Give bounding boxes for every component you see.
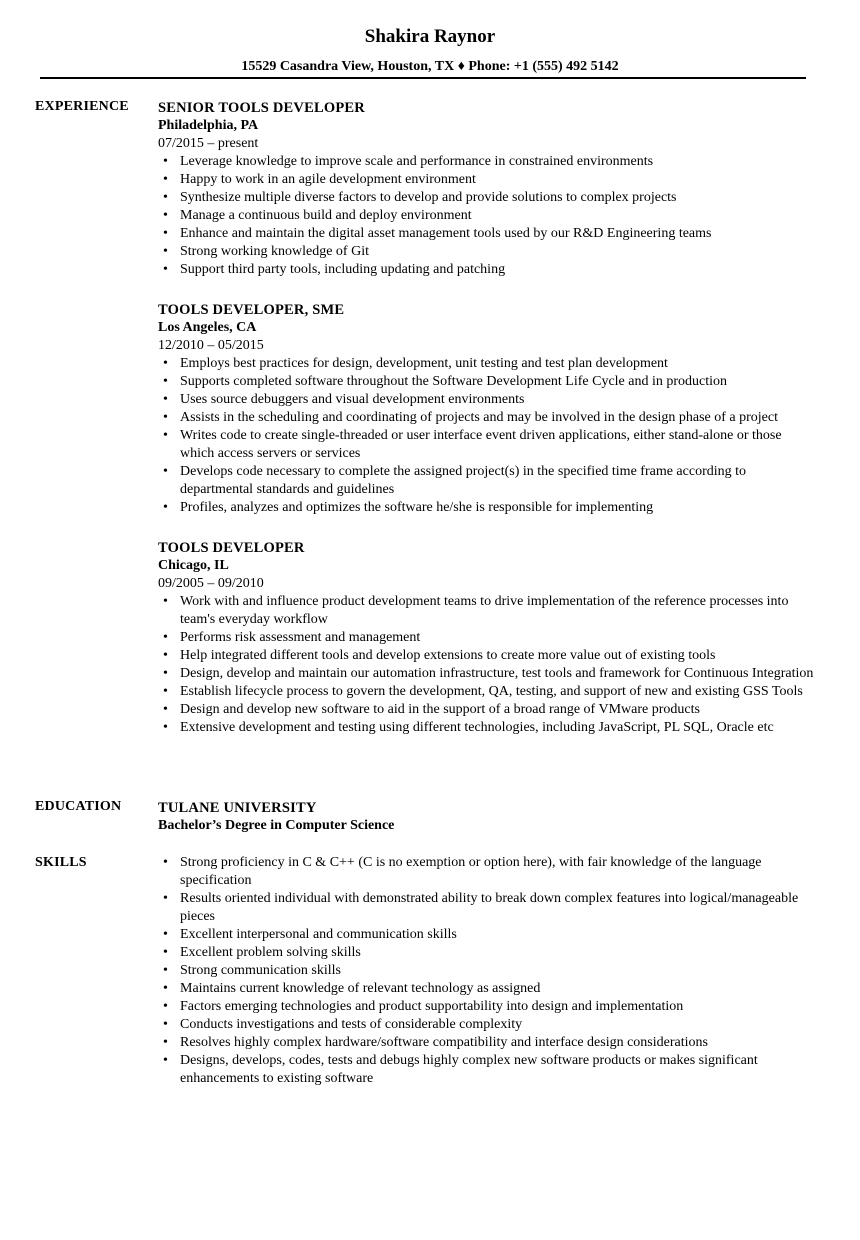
job-bullets [158,593,818,737]
list-item: • Designs, develops, codes, tests and debugs highly complex new software products or makes significant enhancements to existing software [180,1052,818,1088]
list-item: • Conducts investigations and tests of considerable complexity [180,1016,818,1034]
education-heading: EDUCATION [35,799,122,814]
list-item: • Support third party tools, including updating and patching [180,261,818,279]
list-item: • Assists in the scheduling and coordinating of projects and may be involved in the design phase of a project [180,409,818,427]
job-3 [158,539,818,737]
list-item: • Supports completed software throughout the Software Development Life Cycle and in production [180,373,818,391]
job-bullets [158,153,818,279]
list-item: • Develops code necessary to complete the assigned project(s) in the specified time frame according to departmental standards and guidelines [180,463,818,499]
list-item: • Profiles, analyzes and optimizes the software he/she is responsible for implementing [180,499,818,517]
list-item: • Establish lifecycle process to govern the development, QA, testing, and support of new and existing GSS Tools [180,683,818,701]
list-item: • Manage a continuous build and deploy environment [180,207,818,225]
job-dates: 07/2015 – present [158,136,259,151]
list-item: • Factors emerging technologies and product supportability into design and implementation [180,998,818,1016]
job-title: TOOLS DEVELOPER [158,540,305,556]
list-item: • Performs risk assessment and management [180,629,818,647]
list-item: • Excellent interpersonal and communication skills [180,926,818,944]
list-item: • Writes code to create single-threaded or user interface event driven applications, either stand-alone or those which access servers or services [180,427,818,463]
job-2 [158,301,818,517]
list-item: • Uses source debuggers and visual development environments [180,391,818,409]
job-location: Chicago, IL [158,558,229,573]
skills-heading: SKILLS [35,855,87,870]
job-location: Los Angeles, CA [158,320,257,335]
job-location: Philadelphia, PA [158,118,259,133]
list-item: • Resolves highly complex hardware/software compatibility and interface design considerations [180,1034,818,1052]
experience-heading: EXPERIENCE [35,99,129,114]
list-item: • Maintains current knowledge of relevant technology as assigned [180,980,818,998]
list-item: • Work with and influence product development teams to drive implementation of the reference processes into team's everyday workflow [180,593,818,629]
school-name: TULANE UNIVERSITY [158,800,317,816]
header-divider [40,77,806,79]
skills-list [158,854,818,1088]
job-dates: 09/2005 – 09/2010 [158,576,264,591]
job-title: SENIOR TOOLS DEVELOPER [158,100,365,116]
job-title: TOOLS DEVELOPER, SME [158,302,345,318]
list-item: • Strong communication skills [180,962,818,980]
address: 15529 Casandra View, Houston, TX [241,59,455,74]
list-item: • Extensive development and testing using different technologies, including JavaScript, PL SQL, Oracle etc [180,719,818,737]
job-dates: 12/2010 – 05/2015 [158,338,264,353]
list-item: • Enhance and maintain the digital asset management tools used by our R&D Engineering teams [180,225,818,243]
separator-glyph: ♦ [457,59,465,74]
contact-line [0,58,860,76]
list-item: • Employs best practices for design, development, unit testing and test plan development [180,355,818,373]
job-1 [158,99,818,279]
skills-block [158,854,818,1088]
phone: Phone: +1 (555) 492 5142 [468,59,619,74]
list-item: • Design and develop new software to aid in the support of a broad range of VMware products [180,701,818,719]
education-block [158,799,818,835]
list-item: • Strong proficiency in C & C++ (C is no exemption or option here), with fair knowledge of the language specification [180,854,818,890]
list-item: • Results oriented individual with demonstrated ability to break down complex features into logical/manageable pieces [180,890,818,926]
list-item: • Leverage knowledge to improve scale and performance in constrained environments [180,153,818,171]
list-item: • Design, develop and maintain our automation infrastructure, test tools and framework for Continuous Integration [180,665,818,683]
job-bullets [158,355,818,517]
list-item: • Help integrated different tools and develop extensions to create more value out of existing tools [180,647,818,665]
resume-name: Shakira Raynor [364,26,496,47]
list-item: • Synthesize multiple diverse factors to develop and provide solutions to complex projects [180,189,818,207]
list-item: • Happy to work in an agile development environment [180,171,818,189]
list-item: • Excellent problem solving skills [180,944,818,962]
list-item: • Strong working knowledge of Git [180,243,818,261]
degree: Bachelor’s Degree in Computer Science [158,818,395,833]
